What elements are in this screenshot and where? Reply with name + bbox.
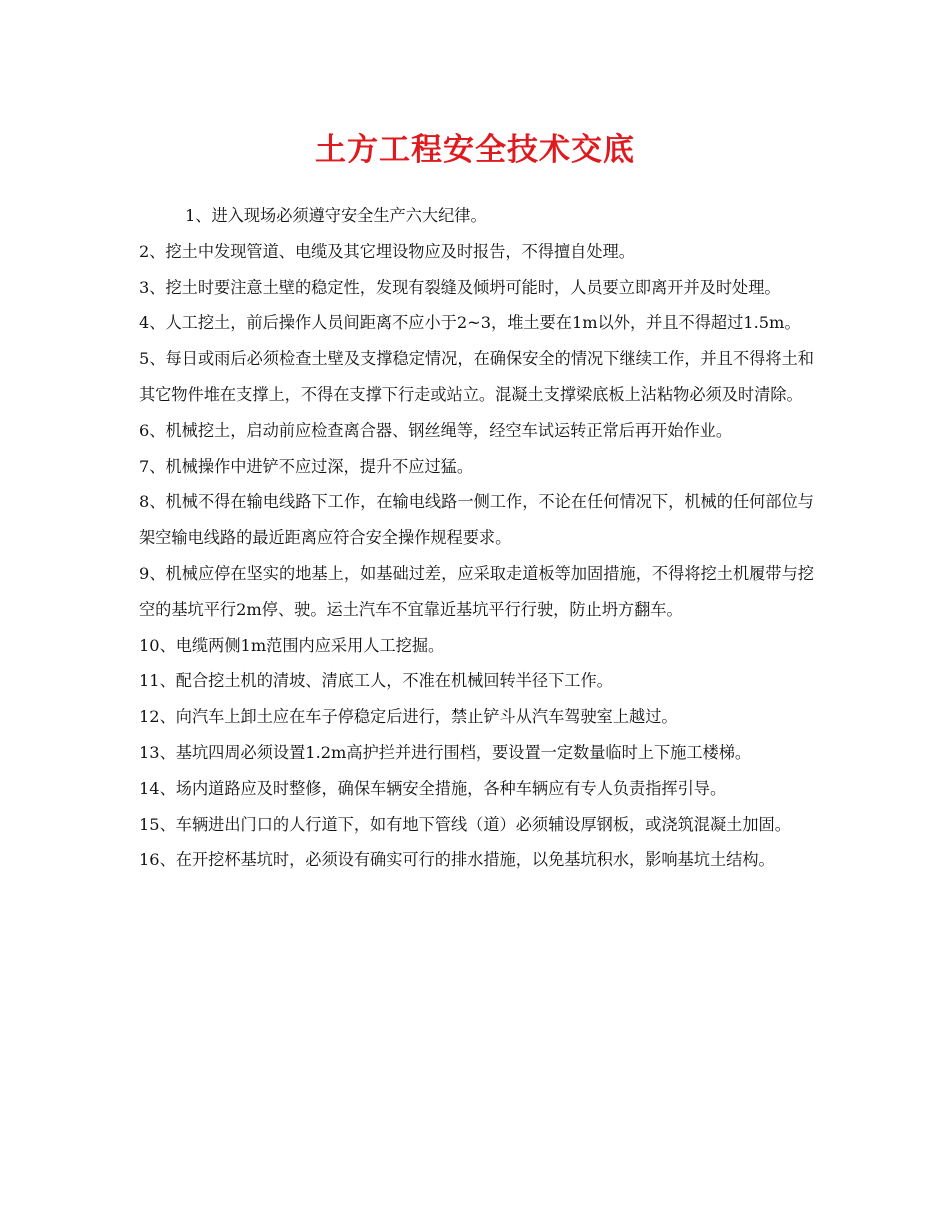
item-16: 16、在开挖杯基坑时，必须设有确实可行的排水措施，以免基坑积水，影响基坑土结构。 (139, 850, 775, 870)
item-12: 12、向汽车上卸土应在车子停稳定后进行，禁止铲斗从汽车驾驶室上越过。 (139, 707, 678, 727)
item-8: 8、机械不得在输电线路下工作，在输电线路一侧工作，不论在任何情况下，机械的任何部位与架空输电线路的最近距离应符合安全操作规程要求。 (139, 492, 814, 548)
item-6: 6、机械挖土，启动前应检查离合器、钢丝绳等，经空车试运转正常后再开始作业。 (139, 420, 733, 440)
item-2: 2、挖土中发现管道、电缆及其它埋设物应及时报告，不得擅自处理。 (139, 241, 635, 261)
item-13: 13、基坑四周必须设置1.2m高护拦并进行围档，要设置一定数量临时上下施工楼梯。 (139, 742, 752, 762)
item-1: 1、进入现场必须遵守安全生产六大纪律。 (185, 206, 487, 225)
item-7: 7、机械操作中进铲不应过深，提升不应过猛。 (139, 456, 474, 476)
document-title: 土方工程安全技术交底 (315, 132, 635, 168)
item-4: 4、人工挖土，前后操作人员间距离不应小于2~3，堆土要在1m以外，并且不得超过1.5m。 (139, 313, 801, 333)
item-9: 9、机械应停在坚实的地基上，如基础过差，应采取走道板等加固措施，不得将挖土机履带与挖空的基坑平行2m停、驶。运土汽车不宜靠近基坑平行行驶，防止坍方翻车。 (139, 563, 814, 619)
item-14: 14、场内道路应及时整修，确保车辆安全措施，各种车辆应有专人负责指挥引导。 (139, 778, 727, 798)
document-body (139, 198, 814, 878)
item-3: 3、挖土时要注意土壁的稳定性，发现有裂缝及倾坍可能时，人员要立即离开并及时处理。 (139, 277, 781, 297)
item-5: 5、每日或雨后必须检查土壁及支撑稳定情况，在确保安全的情况下继续工作，并且不得将土和其它物件堆在支撑上，不得在支撑下行走或站立。混凝土支撑梁底板上沾粘物必须及时清除。 (139, 349, 814, 404)
item-15: 15、车辆进出门口的人行道下，如有地下管线（道）必须辅设厚钢板，或浇筑混凝土加固。 (139, 814, 791, 834)
item-10: 10、电缆两侧1m范围内应采用人工挖掘。 (139, 635, 445, 655)
item-11: 11、配合挖土机的清坡、清底工人，不准在机械回转半径下工作。 (139, 671, 613, 691)
